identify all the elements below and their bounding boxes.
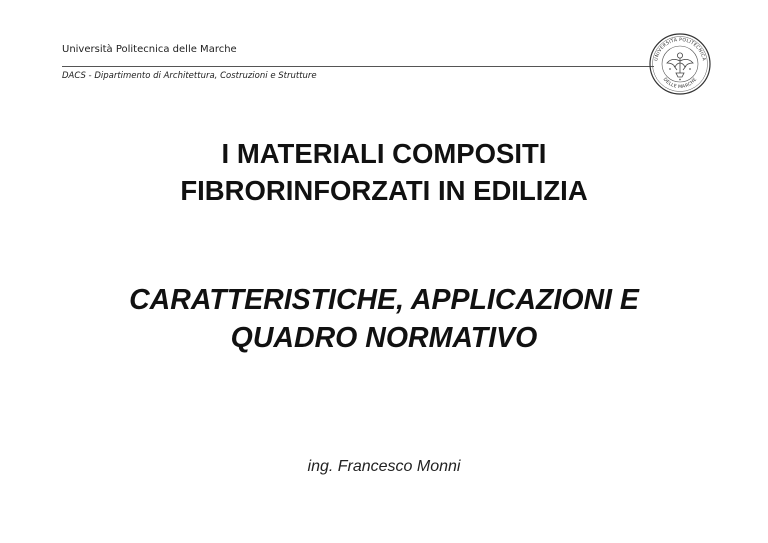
department-name: DACS - Dipartimento di Architettura, Costruzioni e Strutture [62,71,317,81]
main-title-line-2: FIBRORINFORZATI IN EDILIZIA [180,175,588,206]
subtitle [0,281,768,357]
subtitle-line-2: QUADRO NORMATIVO [230,322,538,354]
header-rule [62,66,654,67]
university-name: Università Politecnica delle Marche [62,44,237,55]
main-title [0,135,768,209]
main-title-line-1: I MATERIALI COMPOSITI [221,138,547,169]
author-name: ing. Francesco Monni [307,458,461,475]
svg-text:UNIVERSITÀ POLITECNICA: UNIVERSITÀ POLITECNICA [654,37,706,62]
university-seal-logo [648,32,712,96]
subtitle-line-1: CARATTERISTICHE, APPLICAZIONI E [129,284,639,316]
svg-text:DELLE MARCHE: DELLE MARCHE [661,77,699,91]
